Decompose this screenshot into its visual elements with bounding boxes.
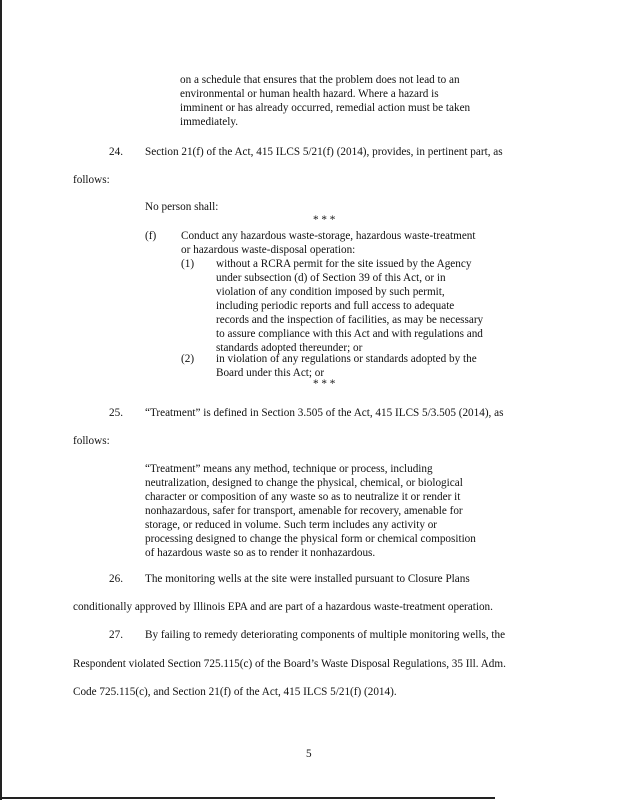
continuation-line: environmental or human health hazard. Where a hazard is xyxy=(180,88,439,100)
para-25-number: 25. xyxy=(109,407,123,419)
para-26-number: 26. xyxy=(109,573,123,585)
item-2-line: in violation of any regulations or standards adopted by the xyxy=(216,353,477,365)
item-1-text xyxy=(216,257,536,355)
quote-intro: No person shall: xyxy=(145,201,219,213)
para-24-text: Section 21(f) of the Act, 415 ILCS 5/21(f) (2014), provides, in pertinent part, as xyxy=(145,146,503,158)
item-1-line: including periodic reports and full access to adequate xyxy=(216,300,455,312)
ellipsis-stars-top: * * * xyxy=(313,214,336,226)
continuation-line: imminent or has already occurred, remedial action must be taken xyxy=(180,102,471,114)
ellipsis-stars-bottom: * * * xyxy=(313,378,336,390)
definition-line: character or composition of any waste so as to neutralize it or render it xyxy=(145,491,461,503)
definition-line: storage, or reduced in volume. Such term includes any activity or xyxy=(145,519,438,531)
page-number: 5 xyxy=(306,748,312,760)
continuation-line: on a schedule that ensures that the problem does not lead to an xyxy=(180,74,460,86)
item-2-label: (2) xyxy=(181,353,195,365)
definition-line: processing designed to change the physical form or chemical composition xyxy=(145,533,476,545)
definition-line: “Treatment” means any method, technique or process, including xyxy=(145,463,433,475)
scan-bottom-border xyxy=(0,797,495,799)
para-24-cont: follows: xyxy=(73,174,110,186)
para-25-cont: follows: xyxy=(73,435,110,447)
item-2-line: Board under this Act; or xyxy=(216,367,325,379)
subsection-f-label: (f) xyxy=(145,230,157,242)
para-25-text: “Treatment” is defined in Section 3.505 of the Act, 415 ILCS 5/3.505 (2014), as xyxy=(145,407,504,419)
definition-line: neutralization, designed to change the physical, chemical, or biological xyxy=(145,477,463,489)
para-27-number: 27. xyxy=(109,629,123,641)
definition-line: of hazardous waste so as to render it nonhazardous. xyxy=(145,547,376,559)
continuation-line: immediately. xyxy=(180,116,238,128)
subsection-f-line: or hazardous waste-disposal operation: xyxy=(181,244,356,256)
treatment-definition-quote xyxy=(145,462,525,560)
subsection-f-line: Conduct any hazardous waste-storage, hazardous waste-treatment xyxy=(181,230,476,242)
definition-line: nonhazardous, safer for transport, amenable for recovery, amenable for xyxy=(145,505,463,517)
item-1-line: under subsection (d) of Section 39 of this Act, or in xyxy=(216,272,446,284)
subsection-f-text xyxy=(181,229,526,257)
item-1-line: without a RCRA permit for the site issued by the Agency xyxy=(216,258,472,270)
para-26-text: The monitoring wells at the site were installed pursuant to Closure Plans xyxy=(145,573,470,585)
continuation-block xyxy=(180,73,540,129)
item-1-line: records and the inspection of facilities, as may be necessary xyxy=(216,314,484,326)
item-1-label: (1) xyxy=(181,258,195,270)
item-1-line: standards adopted thereunder; or xyxy=(216,342,363,354)
item-2-text xyxy=(216,352,536,380)
para-27-cont-2: Code 725.115(c), and Section 21(f) of the Act, 415 ILCS 5/21(f) (2014). xyxy=(73,686,397,698)
para-27-cont-1: Respondent violated Section 725.115(c) of the Board’s Waste Disposal Regulations, 35 Ill. Adm. xyxy=(73,658,506,670)
item-1-line: violation of any condition imposed by such permit, xyxy=(216,286,445,298)
para-24-number: 24. xyxy=(109,146,123,158)
para-26-cont: conditionally approved by Illinois EPA and are part of a hazardous waste-treatment operation. xyxy=(73,601,493,613)
scan-left-border xyxy=(0,0,2,800)
item-1-line: to assure compliance with this Act and with regulations and xyxy=(216,328,483,340)
para-27-text: By failing to remedy deteriorating components of multiple monitoring wells, the xyxy=(145,629,506,641)
